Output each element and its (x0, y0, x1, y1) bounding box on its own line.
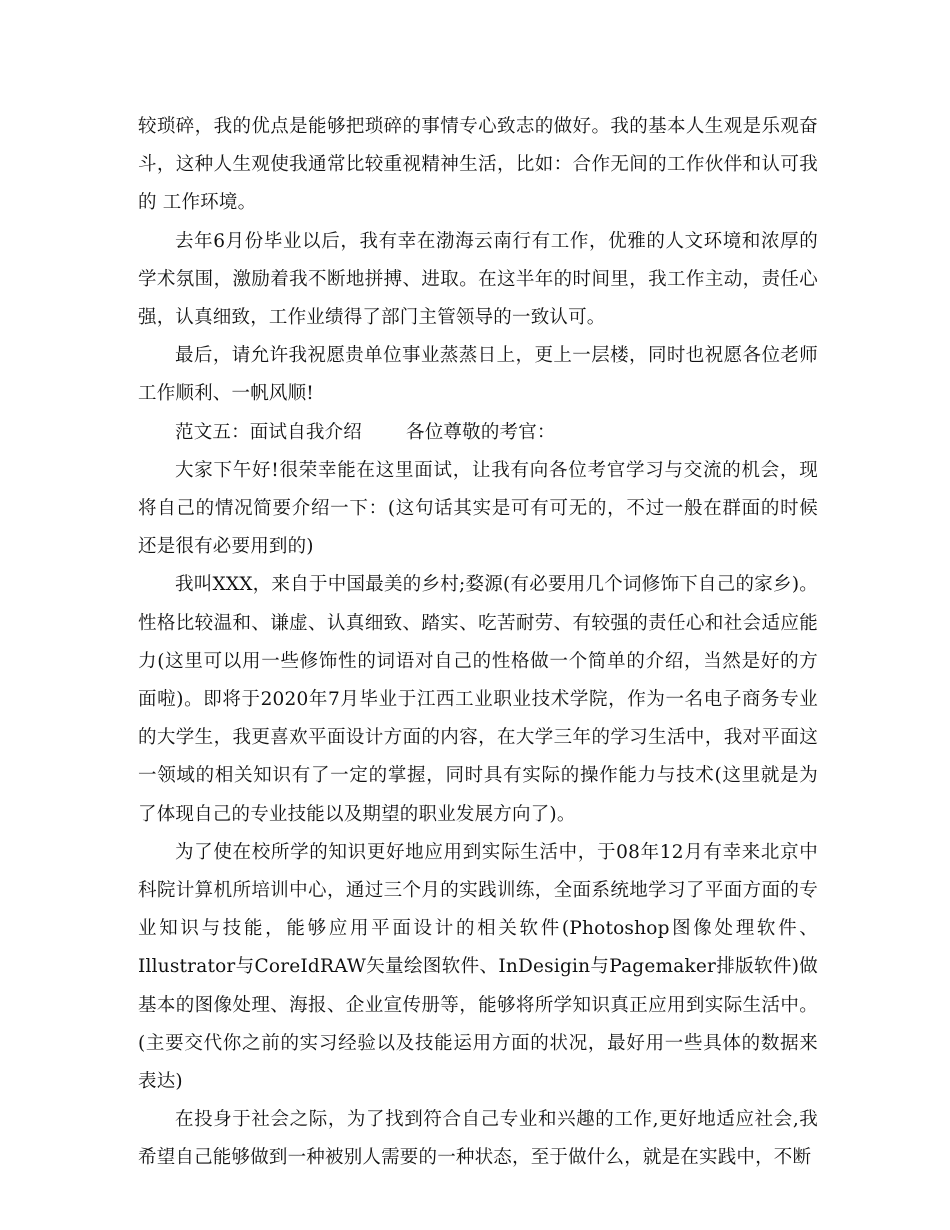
paragraph-7: 为了使在校所学的知识更好地应用到实际生活中，于08年12月有幸来北京中科院计算机所培训中心，通过三个月的实践训练，全面系统地学习了平面方面的专业知识与技能，能够应用平面设计的相关软件(Photoshop图像处理软件、Illustrator与CoreIdRAW矢量绘图软件、InDesigin与Pagemaker排版软件)做基本的图像处理、海报、企业宣传册等，能够将所学知识真正应用到实际生活中。(主要交代你之前的实习经验以及技能运用方面的状况，最好用一些具体的数据来表达) (138, 841, 818, 1093)
paragraph-2: 去年6月份毕业以后，我有幸在渤海云南行有工作，优雅的人文环境和浓厚的学术氛围，激励着我不断地拼搏、进取。在这半年的时间里，我工作主动，责任心强，认真细致，工作业绩得了部门主管领导的一致认可。 (138, 230, 818, 329)
paragraph-6: 我叫XXX，来自于中国最美的乡村;婺源(有必要用几个词修饰下自己的家乡)。性格比较温和、谦虚、认真细致、踏实、吃苦耐劳、有较强的责任心和社会适应能力(这里可以用一些修饰性的词语对自己的性格做一个简单的介绍，当然是好的方面啦)。即将于2020年7月毕业于江西工业职业技术学院，作为一名电子商务专业的大学生，我更喜欢平面设计方面的内容，在大学三年的学习生活中，我对平面这一领域的相关知识有了一定的掌握，同时具有实际的操作能力与技术(这里就是为了体现自己的专业技能以及期望的职业发展方向了)。 (138, 574, 818, 825)
paragraph-4 (138, 414, 818, 452)
paragraph-8: 在投身于社会之际，为了找到符合自己专业和兴趣的工作,更好地适应社会,我希望自己能够做到一种被别人需要的一种状态，至于做什么，就是在实践中，不断 (138, 1109, 818, 1169)
greeting: 各位尊敬的考官： (406, 421, 556, 443)
paragraph-3: 最后，请允许我祝愿贵单位事业蒸蒸日上，更上一层楼，同时也祝愿各位老师工作顺利、一帆风顺! (138, 345, 818, 405)
paragraph-1: 较琐碎，我的优点是能够把琐碎的事情专心致志的做好。我的基本人生观是乐观奋斗，这种人生观使我通常比较重视精神生活，比如：合作无间的工作伙伴和认可我的 工作环境。 (138, 116, 818, 214)
sample-heading: 范文五：面试自我介绍 (175, 421, 363, 443)
paragraph-5: 大家下午好!很荣幸能在这里面试，让我有向各位考官学习与交流的机会，现将自己的情况简要介绍一下：(这句话其实是可有可无的，不过一般在群面的时候还是很有必要用到的) (138, 459, 818, 558)
document-body (138, 108, 818, 1178)
